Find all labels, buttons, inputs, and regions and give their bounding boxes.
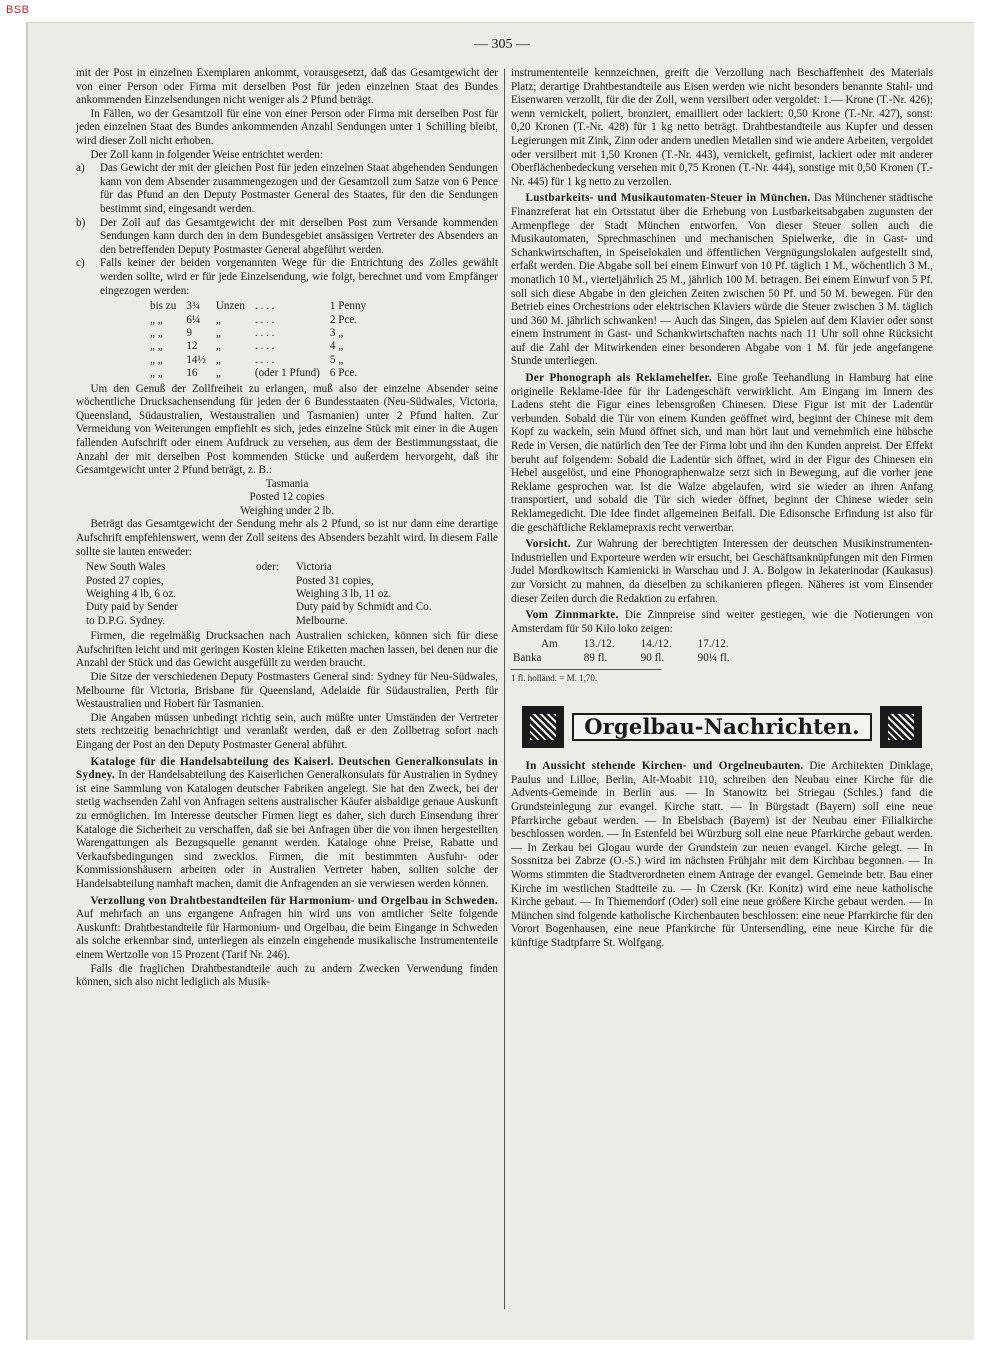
pair-cell: Weighing 3 lb, 11 oz. [296, 588, 392, 601]
list-label: c) [76, 257, 85, 270]
table-row [86, 575, 508, 588]
article-text: Auf mehrfach an uns ergangene Anfragen hin wird uns von amtlicher Seite folgende Auskunft: Drahtbestandteile für Harmonium- und Orgelbau, die beim Eingange in Schweden als solche erkennbar sind, unterliegen als einzeln eingehende musikalische Instrumententeile einem Wertzolle von 15 Prozent (Tarif Nr. 246). [76, 908, 498, 961]
article-orgelbau [511, 760, 933, 950]
table-row [150, 340, 376, 353]
rate-cell: 4 „ [329, 340, 344, 353]
library-stamp: BSB [6, 4, 30, 16]
article-heading: Kataloge für die Handelsabteilung des Kaiserl. Deutschen Generalkonsulats in Sydney. [76, 755, 498, 782]
table-header-cell: 13./12. [583, 638, 615, 651]
rate-cell: 5 „ [329, 353, 344, 366]
article-heading: Lustbarkeits- und Musikautomaten-Steuer in München. [525, 192, 811, 205]
section-title: Orgelbau-Nachrichten. [572, 713, 871, 741]
paragraph: Firmen, die regelmäßig Drucksachen nach Australien schicken, können sich für diese Aufschriften leicht und mit geringen Kosten kleine Etiketten machen lassen, bei denen nur die Anzahl der Stück und das Gewicht ausgefüllt zu werden braucht. [76, 630, 498, 670]
list-item [76, 257, 498, 298]
rate-cell: „ [215, 313, 221, 326]
rate-cell: 1 Penny [329, 300, 367, 313]
table-cell: 89 fl. [583, 651, 608, 664]
article-heading: Vorsicht. [525, 538, 571, 551]
left-column [76, 67, 498, 990]
column-divider [504, 69, 505, 1309]
pair-cell: Duty paid by Schmidt and Co. [296, 601, 432, 614]
article-heading: Vom Zinnmarkte. [525, 609, 619, 622]
example-line: Tasmania [265, 477, 309, 490]
table-row [150, 300, 376, 313]
list-item [76, 217, 498, 258]
table-cell: Banka [513, 651, 542, 664]
rate-cell: Unzen [215, 300, 245, 313]
paragraph: Der Zoll kann in folgender Weise entrichtet werden: [90, 148, 323, 161]
table-row [513, 652, 756, 665]
price-table [513, 638, 756, 665]
article-zinnmarkt [511, 609, 933, 636]
footnote: 1 fl. holländ. = M. 1,70. [511, 669, 661, 684]
table-header-cell: Am [541, 638, 558, 651]
pair-cell: Melbourne. [296, 614, 348, 627]
list-label: b) [76, 216, 86, 229]
article-heading: Der Phonograph als Reklamehelfer. [525, 372, 712, 385]
rate-cell: (oder 1 Pfund) [254, 367, 320, 380]
table-row [150, 327, 376, 340]
paragraph: Um den Genuß der Zollfreiheit zu erlangen, muß also der einzelne Absender seine wöchentliche Drucksachensendung für jeden der 6 Bundesstaaten (Neu-Südwales, Victoria, Queensland, Südaustralien, Westaustralien und Tasmanien) unter 2 Pfund halten. Zur Vermeidung von Weiterungen empfiehlt es sich, jedes einzelne Stück mit einer in die Augen fallenden Aufschrift oder einem Aufdruck zu versehen, aus dem der Bestimmungsstaat, die Anzahl der mit derselben Post kommenden Stücke und außerdem hervorgeht, daß ihr Gesamtgewicht unter 2 Pfund beträgt, z. B.: [76, 382, 498, 477]
pair-cell: Duty paid by Sender [86, 601, 178, 614]
article-text: Die Architekten Dinklage, Paulus und Lilloe, Berlin, Alt-Moabit 110, schreiben den Neubau einer Kirche für die Advents-Gemeinde in Berlin aus. — In Stanowitz bei Striegau (Schles.) fand die Grundsteinlegung zur evangel. Kirche statt. — In Bürgstadt (Bayern) soll eine neue Pfarrkirche gebaut werden. — In Ebelsbach (Bayern) ist der Neubau einer Filialkirche beschlossen worden. — In Estenfeld bei Würzburg soll eine neue Pfarrkirche gebaut werden. — In Zerkau bei Glogau wurde der Grundstein zur neuen evangel. Kirche gelegt. — In Sossnitza bei Zabrze (O.-S.) wird im nächsten Frühjahr mit dem Kirchbau begonnen. — In Worms stimmten die Stadtverordneten einem Antrage der evangel. Gemeinde betr. Bau einer Kirche im westlichen Stadtteile zu. — In Czersk (Kr. Konitz) wird eine neue katholische Kirche gebaut. — In Thiemendorf (Oder) soll eine neue größere Kirche gebaut werden. — In München sind folgende katholische Kirchenbauten beschlossen: eine neue Pfarrkirche für den Vorort Bogenhausen, eine neue Pfarrkirche für Untersendling, eine neue Kirche für die künftige Stadtpfarre St. Wolfgang. [511, 760, 934, 949]
pair-cell [256, 601, 296, 614]
rate-cell: „ [215, 353, 221, 366]
rate-table [150, 300, 376, 380]
rate-cell: 12 [186, 340, 198, 353]
list-text: Falls keiner der beiden vorgenannten Wege für die Entrichtung des Zolles gewählt werden sollte, wird er für jede Einzelsendung, wie folgt, berechnet und vom Empfänger eingezogen werden: [100, 257, 498, 297]
table-row [150, 354, 376, 367]
rate-cell: „ [215, 326, 221, 339]
example-pair-table [86, 561, 508, 628]
paragraph: Die Angaben müssen unbedingt richtig sein, auch müßte unter Umständen der Vertreter stets rechtzeitig benachrichtigt und veranlaßt werden, daß er den Zollbetrag sofort nach Eingang der Post an den Deputy Postmaster General abführt. [76, 711, 498, 752]
page-number: — 305 — [474, 37, 530, 52]
table-header-row [513, 638, 756, 651]
table-row [150, 367, 376, 380]
section-banner [511, 706, 933, 748]
paragraph: Falls die fraglichen Drahtbestandteile auch zu andern Zwecken Verwendung finden können, sich also nicht lediglich als Musik- [76, 962, 498, 989]
article-phonograph [511, 372, 933, 535]
article-vorsicht [511, 538, 933, 606]
table-cell: 90 fl. [640, 651, 665, 664]
rate-cell: 9 [186, 326, 192, 339]
example-line: Posted 12 copies [249, 491, 325, 504]
rate-cell: „ „ [150, 340, 163, 353]
rate-cell: . . . . [254, 326, 275, 339]
list-item [76, 162, 498, 216]
table-header-cell: 17./12. [697, 638, 729, 651]
article-kataloge [76, 756, 498, 892]
table-row [86, 601, 508, 614]
list-text: Das Gewicht der mit der gleichen Post für jeden einzelnen Staat abgehenden Sendungen kann von dem Absender zusammengezogen und der Gesamtzoll zum Satze von 6 Pence für das Pfund an den Deputy Postmaster General des Staates, für den die Sendungen bestimmt sind, eingesandt werden. [100, 162, 498, 215]
pair-cell: oder: [256, 561, 279, 574]
rate-cell: 6¼ [186, 313, 201, 326]
article-text: Zur Wahrung der berechtigten Interessen der deutschen Musikinstrumenten-Industriellen und Exporteure werden wir ersucht, bei Geschäftsanknüpfungen mit den Firmen Judel Mordkowitsch Kamienicki in Warschau und J. A. Bolgow in Jekaterinodar (Kaukasus) zur Vorsicht zu mahnen, da dieselben zu schikanieren pflegen. Näheres ist vom Einsender dieser Zeilen durch die Redaktion zu erfahren. [511, 538, 933, 605]
article-heading: In Aussicht stehende Kirchen- und Orgelneubauten. [525, 760, 804, 773]
pair-cell: New South Wales [86, 561, 166, 574]
article-text: Eine große Teehandlung in Hamburg hat eine originelle Reklame-Idee für ihr Ladengeschäft verwirklicht. Am Eingang im Innern des Ladens steht die Figur eines lebensgroßen Chinesen. Diese Figur ist mit der Ladentür verbunden. Sobald die Tür von einem Kunden geöffnet wird, beginnt der Chinese mit dem Kopf zu wackeln, sein Mund öffnet sich, und man hört laut und vernehmlich eine hübsche Rede in Versen, die natürlich den Tee der Firma lobt und ihn den Kunden anpreist. Der Effekt beruht auf folgendem: Sobald die Ladentür sich öffnet, wird in der Figur des Chinesen ein Hebel ausgelöst, und eine Phonographenwalze setzt sich in Bewegung, auf die vorher jene Reklame gesprochen war. Ist die Walze abgelaufen, wird sie wieder an ihren Anfang transportiert, und sobald die Tür sich wieder öffnet, beginnt der Chinese wieder sein Reklamegedicht. Die Idee findet allgemeinen Beifall. Die Edisonsche Erfindung ist also für die geschäftliche Reklamepraxis recht verwertbar. [511, 372, 933, 534]
paragraph: In Fällen, wo der Gesamtzoll für eine von einer Person oder Firma mit derselben Post für jeden einzelnen Staat des Bundes ankommenden Anzahl Sendungen unter 1 Schilling bleibt, wird dieser Zoll nicht erhoben. [76, 107, 498, 147]
pair-cell: Posted 27 copies, [86, 574, 164, 587]
paragraph: instrumententeile kennzeichnen, greift die Verzollung nach Beschaffenheit des Materials Platz; derartige Drahtbestandteile aus Eisen werden wie nicht besonders benannte Stahl- und Eisenwaren verzollt, für die der Zoll, wenn versilbert oder vergoldet: 1.— Krone (T.-Nr. 426); wenn vernickelt, poliert, bronziert, emailliert oder lackiert: 0,50 Krone (T.-Nr. 427), sonst: 0,20 Kronen (T.-Nr. 428) für 1 kg netto beträgt. Drahtbestandteile aus Kupfer und dessen Legierungen mit Zink, Zinn oder andern unedlen Metallen sind wie andere Arbeiten, vergoldet oder versilbert mit 1,50 Kronen (T.-Nr. 443), vernickelt, gefirnist, lackiert oder mit anderer Oberflächenbedeckung versehen mit 0,75 Kronen (T.-Nr. 444), sonstige mit 0,50 Kronen (T.-Nr. 445) für 1 kg netto zu verzollen. [511, 67, 933, 188]
list-text: Der Zoll auf das Gesamtgewicht der mit derselben Post zum Versande kommenden Sendungen kann durch den in dem Bundesgebiet ansässigen Vertreter des Absenders an den betreffenden Deputy Postmaster General abgeführt werden. [100, 216, 498, 256]
paragraph: Beträgt das Gesamtgewicht der Sendung mehr als 2 Pfund, so ist nur dann eine derartige Aufschrift empfehlenswert, wenn der Zoll seitens des Absenders bezahlt wird. In diesem Falle sollte sie lauten entweder: [76, 518, 498, 558]
table-row [150, 314, 376, 327]
article-lustbarkeit [511, 192, 933, 369]
rate-cell: . . . . [254, 313, 275, 326]
rate-cell: 14½ [186, 353, 206, 366]
right-column [511, 67, 933, 950]
rate-cell: 3¾ [186, 300, 201, 313]
rate-cell: 2 Pce. [329, 313, 358, 326]
pair-cell: to D.P.G. Sydney. [86, 614, 166, 627]
table-row [86, 615, 508, 628]
rate-cell: „ [215, 367, 221, 380]
rate-cell: bis zu [150, 300, 177, 313]
pair-cell [256, 575, 296, 588]
article-text: Die Zinnpreise sind weiter gestiegen, wie die Notierungen von Amsterdam für 50 Kilo loko zeigen: [511, 609, 933, 635]
rate-cell: „ „ [150, 353, 163, 366]
rate-cell: 16 [186, 367, 198, 380]
rate-cell: 3 „ [329, 326, 344, 339]
table-cell: 90¼ fl. [697, 651, 730, 664]
pair-cell: Posted 31 copies, [296, 574, 374, 587]
article-text: Das Münchener städtische Finanzreferat hat ein Ortsstatut über die Erhebung von Lustbarkeitsabgaben zugunsten der Armenpflege der Stadt München entworfen. Von dieser Steuer sollen auch die Musikautomaten, Sprechmaschinen und mechanischen Spielwerke, die in Gast- und Schankwirtschaften, in Speiselokalen und öffentlichen Vergnügungslokalen aufgestellt sind, erfaßt werden. Die Abgabe soll bei einem Einwurf von 10 Pf. täglich 1 M., wöchentlich 3 M., monatlich 10 M., vierteljährlich 25 M., jährlich 100 M. betragen. Bei einem Einwurf von 5 Pf. soll sich diese Abgabe in den gleichen Zeiten zwischen 50 Pf. und 50 M. bewegen. Für den Betrieb eines Orchestrions oder elektrischen Klaviers würde die Steuer zwischen 3 M. täglich und 360 M. jährlich schwanken! — Auch das Singen, das Spielen auf dem Klavier oder sonst einem Instrument in Gast- und Schankwirtschaften nachts nach 11 Uhr soll ohne Rücksicht auf die Zahl der Mitwirkenden einer besonderen Abgabe von 1 M. für jede angefangene Stunde unterliegen. [511, 192, 933, 368]
rate-cell: . . . . [254, 300, 275, 313]
article-verzollung [76, 895, 498, 963]
pair-cell [256, 615, 296, 628]
pair-cell: Weighing 4 lb, 6 oz. [86, 588, 177, 601]
rate-cell: „ „ [150, 326, 163, 339]
article-text: In der Handelsabteilung des Kaiserlichen Generalkonsulats für Australien in Sydney ist eine Sammlung von Katalogen deutscher Fabriken angelegt. Sie hat den Zweck, bei der stetig wachsenden Zahl von Anfragen seitens australischer Käufer alsbaldige genaue Auskunft zu ermöglichen. Im Interesse deutscher Firmen liegt es daher, sich durch Einsendung ihrer Kataloge die Sicherheit zu verschaffen, daß sie bei Anfragen über die von ihnen hergestellten Warengattungen als Bezugsquelle genannt werden. Kataloge ohne Preise, Rabatte und Verkaufsbedingungen sind zwecklos. Firmen, die mit bestimmten Ausfuhr- oder Kommissionshäusern arbeiten oder in Australien Vertreter haben, sollten solche der Handelsabteilung namhaft machen, damit die Anfragenden an sie verwiesen werden können. [76, 769, 498, 890]
rate-cell: „ „ [150, 367, 163, 380]
article-heading: Verzollung von Drahtbestandteilen für Harmonium- und Orgelbau in Schweden. [90, 894, 498, 907]
pair-cell [256, 588, 296, 601]
table-row [86, 588, 508, 601]
table-header-cell: 14./12. [640, 638, 672, 651]
rate-cell: . . . . [254, 353, 275, 366]
paragraph: Die Sitze der verschiedenen Deputy Postmasters General sind: Sydney für Neu-Südwales, Melbourne für Victoria, Brisbane für Queensland, Adelaide für Südaustralien, Perth für Westaustralien und Hobert für Tasmanien. [76, 671, 498, 711]
example-line: Weighing under 2 lb. [240, 504, 334, 517]
pair-cell: Victoria [296, 561, 332, 574]
rate-cell: . . . . [254, 340, 275, 353]
scanned-page [26, 22, 974, 1340]
rate-cell: „ „ [150, 313, 163, 326]
rate-cell: „ [215, 340, 221, 353]
rate-cell: 6 Pce. [329, 367, 358, 380]
ornament-icon [522, 706, 564, 748]
list-label: a) [76, 162, 85, 175]
paragraph: mit der Post in einzelnen Exemplaren ankommt, vorausgesetzt, daß das Gesamtgewicht der von einer Person oder Firma mit derselben Post für jeden einzelnen Staat des Bundes ankommenden Einzelsendungen nicht weniger als 2 Pfund beträgt. [76, 67, 498, 107]
ornament-icon [880, 706, 922, 748]
table-row [86, 561, 508, 574]
